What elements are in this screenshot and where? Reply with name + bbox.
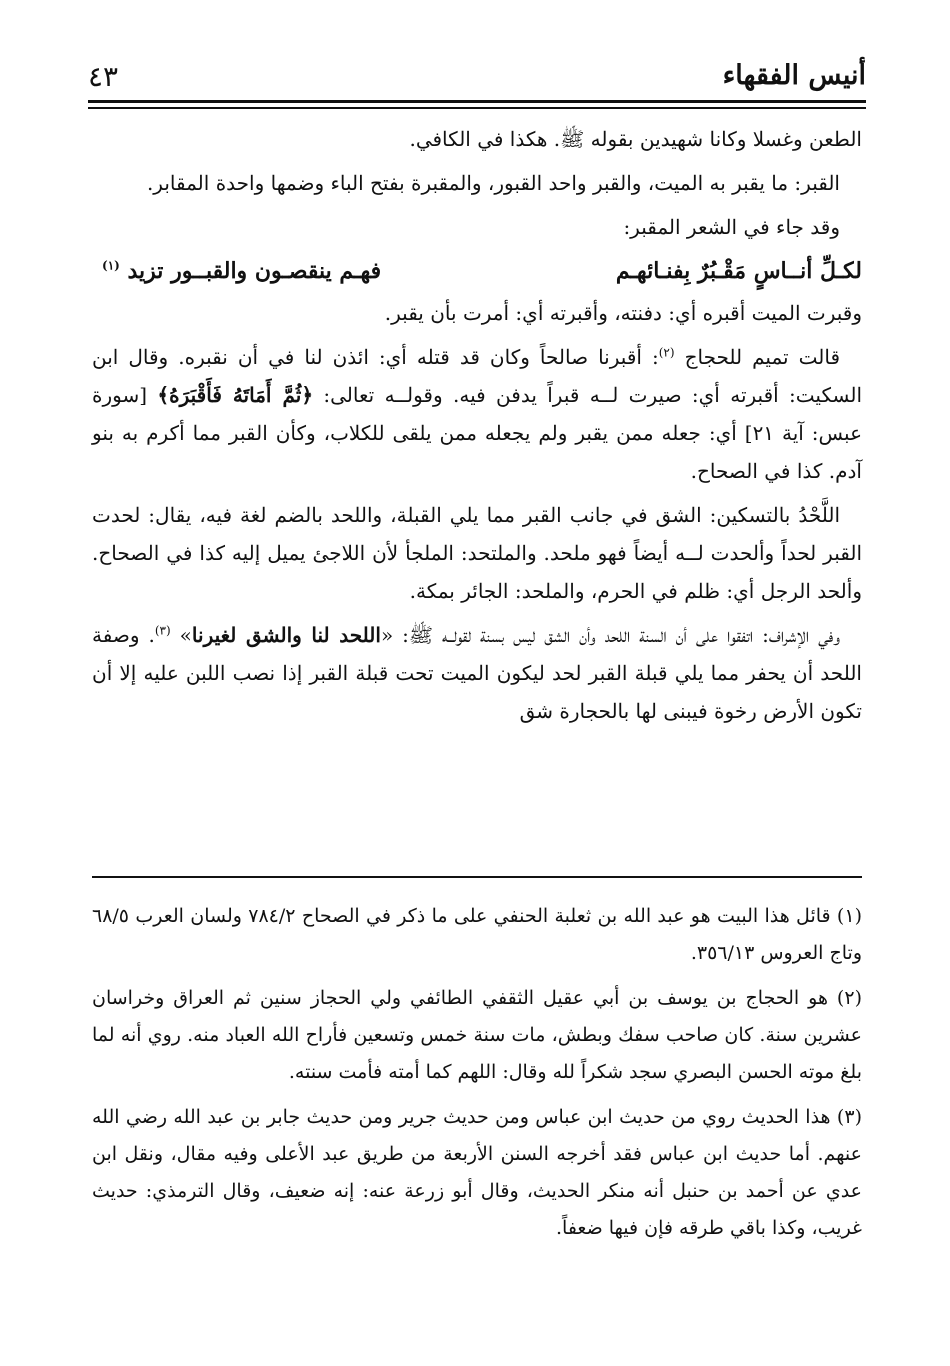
paragraph-4: وقبرت الميت أقبره أي: دفنته، وأقبرته أي: أمرت بأن يقبر. bbox=[384, 301, 862, 325]
p5-text-b: : أقبرنا صالحاً وكان قد قتله أي: ائذن لنا في أن نقبره. وقال ابن السكيت: أقبرته أي: صيرت لــه قبراً يدفن فيه. وقولــه تعالى: bbox=[92, 345, 862, 407]
verse-first-hemistich: لكـلِّ أنــاسٍ مَقْـبُرٌ بِفنـائهـم bbox=[615, 258, 862, 284]
footnote-ref-3: (٣) bbox=[154, 623, 171, 638]
paragraph-6: اللَّحْدُ بالتسكين: الشق في جانب القبر مما يلي القبلة، واللحد بالضم لغة فيه، يقال: لحدت القبر لحداً وألحدت لــه أيضاً فهو ملحد. والملتحد: الملجأ لأن اللاجئ يميل إليه كذا في الصحاح. وألحد الرجل أي: ظلم في الحرم، والملحد: الجائر بمكة. bbox=[92, 503, 862, 603]
p5-text-a: قالت تميم للحجاج bbox=[684, 345, 840, 369]
footnote-ref-1: (١) bbox=[102, 258, 120, 273]
running-title: أنيس الفقهاء bbox=[722, 60, 866, 91]
p7-text-c: . وصفة اللحد أن يحفر مما يلي قبلة القبر لحد ليكون الميت تحت قبلة القبر إذا نصب اللبن عليه إلا أن تكون الأرض رخوة فيبنى لها بالحجارة شق bbox=[92, 623, 862, 723]
footnote-separator bbox=[92, 876, 862, 878]
paragraph-1: الطعن وغسلا وكانا شهيدين بقوله ﷺ. هكذا في الكافي. bbox=[409, 127, 862, 151]
header-rule-thin bbox=[88, 107, 866, 109]
page-number: ٤٣ bbox=[88, 60, 119, 93]
footnotes bbox=[92, 898, 862, 1255]
footnote-2: (٢) هو الحجاج بن يوسف بن أبي عقيل الثقفي الطائفي ولي الحجاز سنين ثم العراق وخراسان عشرين سنة. كان صاحب سفك وبطش، مات سنة خمس وتسعين فأراح الله العباد منه. روي أنه لما بلغ موته الحسن البصري سجد شكراً لله وقال: اللهم كما أمته فأمت سنته. bbox=[92, 987, 862, 1083]
page-header bbox=[88, 58, 866, 96]
footnote-3: (٣) هذا الحديث روي من حديث ابن عباس ومن حديث جرير ومن حديث جابر بن عبد الله رضي الله عنهم. أما حديث ابن عباس فقد أخرجه السنن الأربعة من طريق عبد الأعلى وفيه مقال، ونقل ابن عدي عن أحمد بن حنبل أنه منكر الحديث، وقال أبو زرعة عنه: إنه ضعيف، وقال الترمذي: حديث غريب، وكذا باقي طرقه فإن فيها ضعفاً. bbox=[92, 1106, 862, 1239]
footnote-1: (١) قائل هذا البيت هو عبد الله بن ثعلبة الحنفي على ما ذكر في الصحاح ٧٨٤/٢ ولسان العرب ٦٨/٥ وتاج العروس ٣٥٦/١٣. bbox=[92, 905, 862, 964]
verse-second-hemistich bbox=[102, 252, 381, 290]
paragraph-5 bbox=[92, 338, 862, 490]
verse-second-text: فهـم ينقصـون والقبــور تزيد bbox=[127, 258, 382, 284]
paragraph-2: القبر: ما يقبر به الميت، والقبر واحد القبور، والمقبرة بفتح الباء وضمها واحدة المقابر. bbox=[146, 171, 840, 195]
p5-text-c: [سورة عبس: آية ٢١] أي: جعله ممن يقبر ولم يجعله ممن يلقى للكلاب، وكأن القبر مما أكرم به بنو آدم. كذا في الصحاح. bbox=[92, 383, 863, 483]
hadith-quote: اللحد لنا والشق لغيرنا bbox=[191, 623, 381, 647]
p7-text-b: » bbox=[179, 623, 192, 647]
p7-text-a: وفي الإشراف: اتفقوا على أن السنة اللحد وأن الشق ليس بسنة لقولــه ﷺ: « bbox=[380, 623, 841, 647]
main-text bbox=[92, 120, 862, 736]
footnote-ref-2: (٢) bbox=[658, 345, 675, 360]
poetry-verse bbox=[102, 252, 862, 290]
paragraph-3: وقد جاء في الشعر المقبر: bbox=[623, 215, 840, 239]
quran-verse: ﴿ثُمَّ أَمَاتَهُ فَأَقْبَرَهُ﴾ bbox=[157, 383, 314, 407]
header-rule-thick bbox=[88, 100, 866, 103]
paragraph-7 bbox=[92, 616, 862, 730]
